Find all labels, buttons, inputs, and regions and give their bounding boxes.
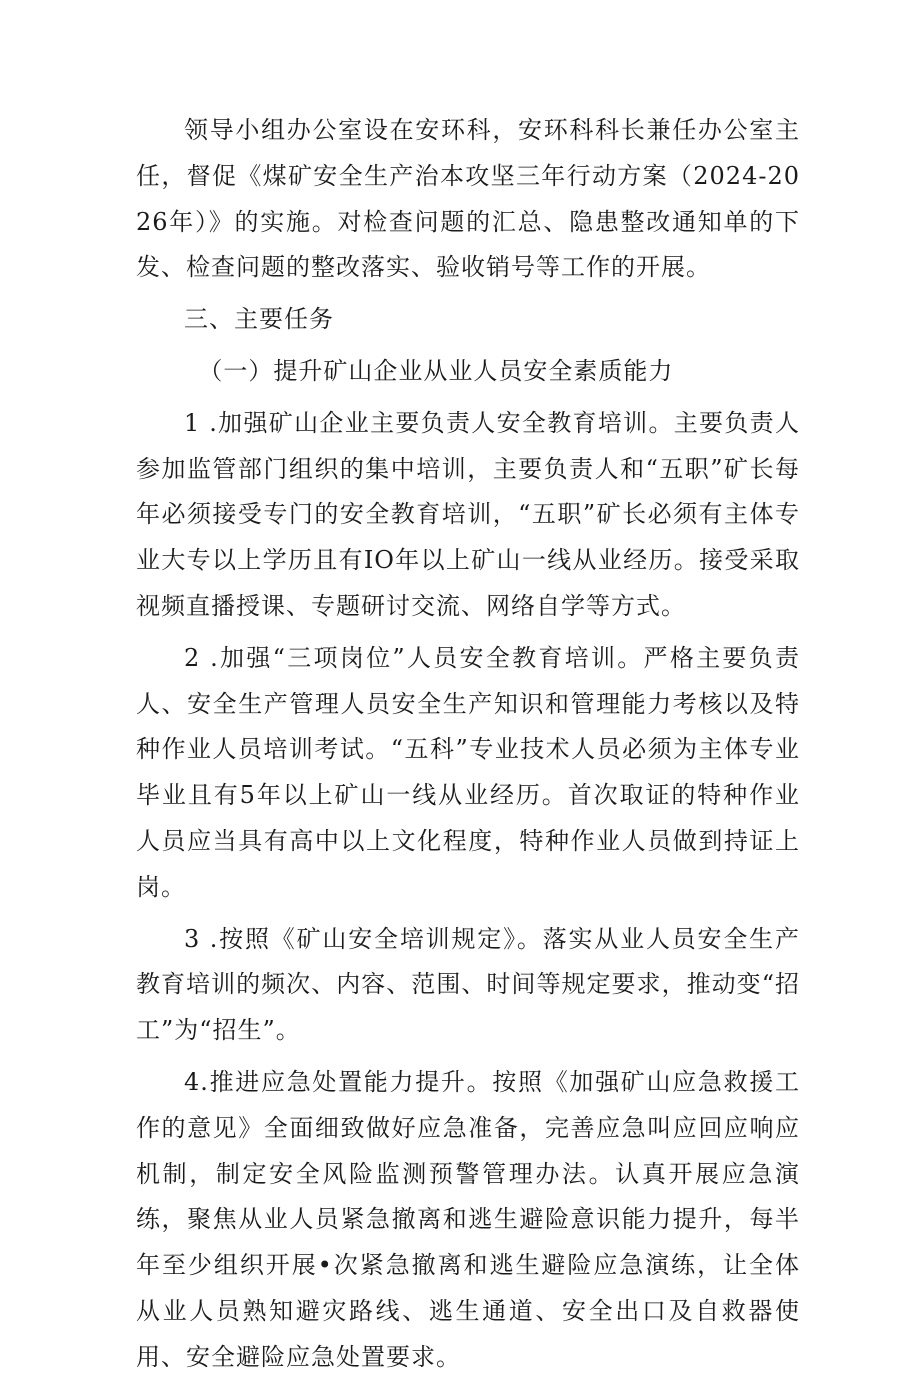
paragraph-office: 领导小组办公室设在安环科，安环科科长兼任办公室主任，督促《煤矿安全生产治本攻坚三年行动方案（2024-2026年）》的实施。对检查问题的汇总、隐患整改通知单的下发、检查问题的整改落实、验收销号等工作的开展。 (136, 116, 800, 282)
task-item-1: 1 .加强矿山企业主要负责人安全教育培训。主要负责人参加监管部门组织的集中培训，主要负责人和“五职”矿长每年必须接受专门的安全教育培训，“五职”矿长必须有主体专业大专以上学历且有IO年以上矿山一线从业经历。接受采取视频直播授课、专题研讨交流、网络自学等方式。 (136, 408, 800, 620)
subsection-title: （一）提升矿山企业从业人员安全素质能力 (198, 356, 674, 385)
task-item-4: 4.推进应急处置能力提升。按照《加强矿山应急救援工作的意见》全面细致做好应急准备，完善应急叫应回应响应机制，制定安全风险监测预警管理办法。认真开展应急演练，聚焦从业人员紧急撤离和逃生避险意识能力提升，每半年至少组织开展•次紧急撤离和逃生避险应急演练，让全体从业人员熟知避灾路线、逃生通道、安全出口及自救器使用、安全避险应急处置要求。 (136, 1067, 800, 1371)
task-item-3: 3 .按照《矿山安全培训规定》。落实从业人员安全生产教育培训的频次、内容、范围、时间等规定要求，推动变“招工”为“招生”。 (136, 924, 800, 1045)
task-item-2: 2 .加强“三项岗位”人员安全教育培训。严格主要负责人、安全生产管理人员安全生产知识和管理能力考核以及特种作业人员培训考试。“五科”专业技术人员必须为主体专业毕业且有5年以上矿山一线从业经历。首次取证的特种作业人员应当具有高中以上文化程度，特种作业人员做到持证上岗。 (136, 643, 800, 901)
section-title: 三、主要任务 (184, 305, 334, 334)
